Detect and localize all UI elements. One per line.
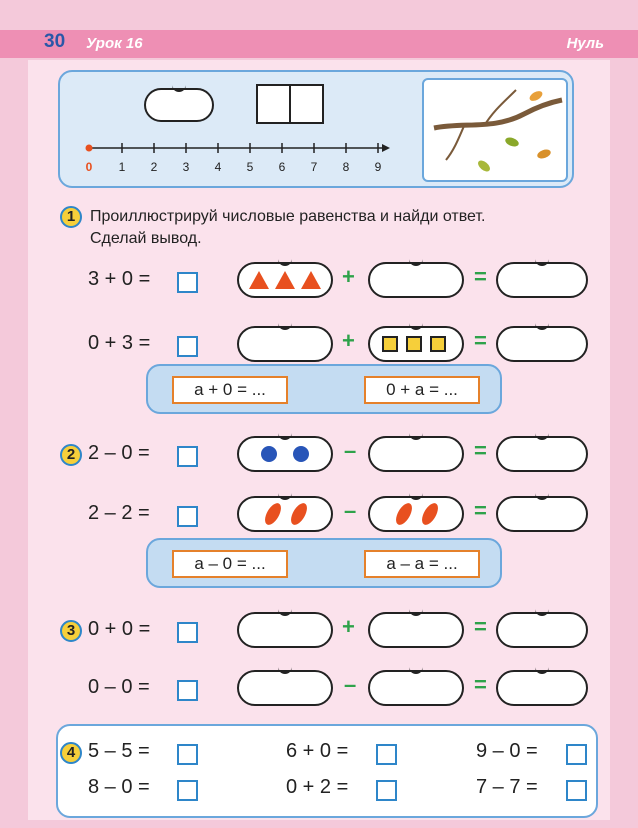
equation-text: 0 + 2 = [286, 776, 349, 798]
result-oval[interactable] [496, 496, 588, 532]
equals-sign: = [474, 264, 487, 289]
instruction-line: Проиллюстрируй числовые равенства и найди ответ. [90, 208, 486, 225]
page-number: 30 [44, 31, 66, 52]
equals-sign: = [474, 498, 487, 523]
tick-label: 7 [310, 160, 318, 174]
plus-sign: + [342, 264, 355, 289]
task-number-badge: 2 [60, 444, 82, 466]
oval-leaves [237, 496, 333, 532]
branch-with-leaves-icon [424, 80, 566, 180]
plus-sign: + [342, 328, 355, 353]
equals-sign: = [474, 438, 487, 463]
answer-box[interactable] [177, 272, 198, 293]
empty-oval [144, 88, 214, 122]
equals-sign: = [474, 672, 487, 697]
empty-oval[interactable] [368, 436, 464, 472]
answer-box[interactable] [376, 780, 397, 801]
task4-panel [56, 724, 598, 818]
tick-label: 6 [278, 160, 286, 174]
equation-text: 5 – 5 = [88, 740, 150, 762]
minus-sign: – [344, 438, 357, 463]
equation-text: 0 + 3 = [88, 332, 151, 354]
oval-dots [237, 436, 333, 472]
equation-text: 7 – 7 = [476, 776, 538, 798]
formula-panel [146, 538, 502, 588]
result-oval[interactable] [496, 436, 588, 472]
equals-sign: = [474, 614, 487, 639]
topic-title: Нуль [566, 35, 604, 52]
equation-text: 0 + 0 = [88, 618, 151, 640]
result-oval[interactable] [496, 262, 588, 298]
tick-label: 0 [85, 160, 93, 174]
task-number-badge: 4 [60, 742, 82, 764]
answer-box[interactable] [566, 780, 587, 801]
intro-panel [58, 70, 574, 188]
plus-sign: + [342, 614, 355, 639]
empty-oval[interactable] [237, 670, 333, 706]
result-oval[interactable] [496, 326, 588, 362]
empty-oval[interactable] [368, 670, 464, 706]
answer-box[interactable] [376, 744, 397, 765]
formula-a-minus-0: a – 0 = ... [172, 550, 288, 578]
formula-a-minus-a: a – a = ... [364, 550, 480, 578]
equation-text: 2 – 2 = [88, 502, 150, 524]
tick-label: 2 [150, 160, 158, 174]
equals-sign: = [474, 328, 487, 353]
lesson-title: Урок 16 [86, 35, 143, 52]
tick-label: 3 [182, 160, 190, 174]
answer-box[interactable] [177, 622, 198, 643]
answer-box[interactable] [177, 780, 198, 801]
task1-instruction [90, 206, 485, 250]
tick-label: 9 [374, 160, 382, 174]
oval-squares [368, 326, 464, 362]
tick-label: 5 [246, 160, 254, 174]
formula-0-plus-a: 0 + a = ... [364, 376, 480, 404]
tick-label: 8 [342, 160, 350, 174]
result-oval[interactable] [496, 612, 588, 648]
equation-text: 6 + 0 = [286, 740, 349, 762]
answer-box[interactable] [177, 506, 198, 527]
answer-box[interactable] [177, 336, 198, 357]
instruction-line: Сделай вывод. [90, 230, 202, 247]
number-line [82, 138, 392, 162]
minus-sign: – [344, 498, 357, 523]
formula-panel [146, 364, 502, 414]
formula-a-plus-0: a + 0 = ... [172, 376, 288, 404]
equation-text: 0 – 0 = [88, 676, 150, 698]
task-number-badge: 1 [60, 206, 82, 228]
task-number-badge: 3 [60, 620, 82, 642]
answer-box[interactable] [177, 680, 198, 701]
tick-label: 4 [214, 160, 222, 174]
answer-box[interactable] [177, 744, 198, 765]
empty-oval[interactable] [237, 612, 333, 648]
empty-two-cell-box [256, 84, 324, 124]
answer-box[interactable] [566, 744, 587, 765]
empty-oval[interactable] [368, 612, 464, 648]
oval-triangles [237, 262, 333, 298]
equation-text: 3 + 0 = [88, 268, 151, 290]
oval-leaves [368, 496, 464, 532]
branch-picture [422, 78, 568, 182]
tick-label: 1 [118, 160, 126, 174]
empty-oval[interactable] [368, 262, 464, 298]
equation-text: 8 – 0 = [88, 776, 150, 798]
result-oval[interactable] [496, 670, 588, 706]
empty-oval[interactable] [237, 326, 333, 362]
equation-text: 9 – 0 = [476, 740, 538, 762]
equation-text: 2 – 0 = [88, 442, 150, 464]
minus-sign: – [344, 672, 357, 697]
answer-box[interactable] [177, 446, 198, 467]
